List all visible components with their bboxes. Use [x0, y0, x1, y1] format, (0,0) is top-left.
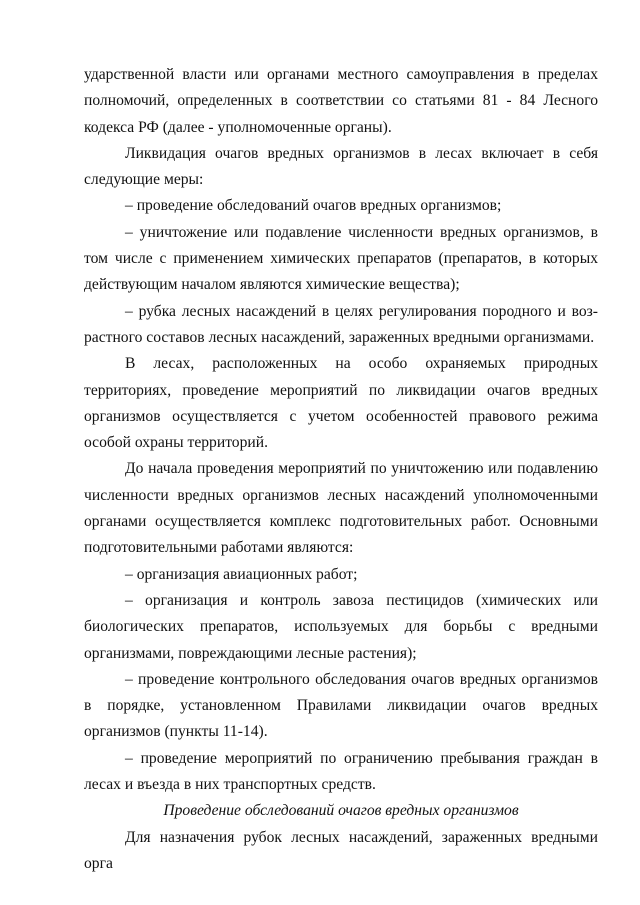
list-item-access-restriction: – проведение мероприятий по ограничению пребывания граждан в лесах и въезда в них транспортных средств.: [84, 749, 598, 794]
list-item-aviation: – организация авиационных работ;: [125, 565, 358, 583]
list-item-surveys: – проведение обследований очагов вредных организмов;: [125, 197, 502, 215]
paragraph-preparatory-works: До начала проведения мероприятий по уничтожению или подавлению численности вредных организмов лесных насаждений уполномоченными органами осуществляется комплекс подготовительных работ. Основными подготовительными работами являются:: [84, 460, 598, 557]
list-item-control-survey: – проведение контрольного обследования очагов вредных организмов в порядке, установленном Правилами ликвидации очагов вредных организмов (пункты 11-14).: [84, 670, 598, 741]
paragraph-continuation: ударственной власти или органами местного самоуправления в пределах полномочий, определенных в соответствии со статьями 81 - 84 Лесного кодекса РФ (далее - уполномоченные органы).: [84, 66, 598, 136]
paragraph-measures-intro: Ликвидация очагов вредных организмов в лесах включает в себя следующие меры:: [84, 144, 598, 189]
section-heading: Проведение обследований очагов вредных организмов: [163, 802, 519, 820]
paragraph-protected-areas: В лесах, расположенных на особо охраняемых природных территориях, проведение мероприятий по ликвидации очагов вредных организмов осуществляется с учетом особенностей правового режима особой охраны территорий.: [84, 355, 598, 452]
list-item-pesticides: – организация и контроль завоза пестицидов (химических или биологических препаратов, используемых для борьбы с вредными организмами, повреждающими лесные растения);: [84, 591, 598, 662]
paragraph-felling-assignment: Для назначения рубок лесных насаждений, зараженных вредными орга: [84, 828, 598, 872]
document-body: [84, 62, 598, 877]
list-item-destruction: – уничтожение или подавление численности вредных организмов, в том числе с применением химических препаратов (препаратов, в которых действующим началом являются химические вещества);: [84, 223, 598, 294]
list-item-felling: – рубка лесных насаждений в целях регулирования породного и возрастного составов лесных насаждений, зараженных вредными организмами.: [84, 302, 598, 346]
